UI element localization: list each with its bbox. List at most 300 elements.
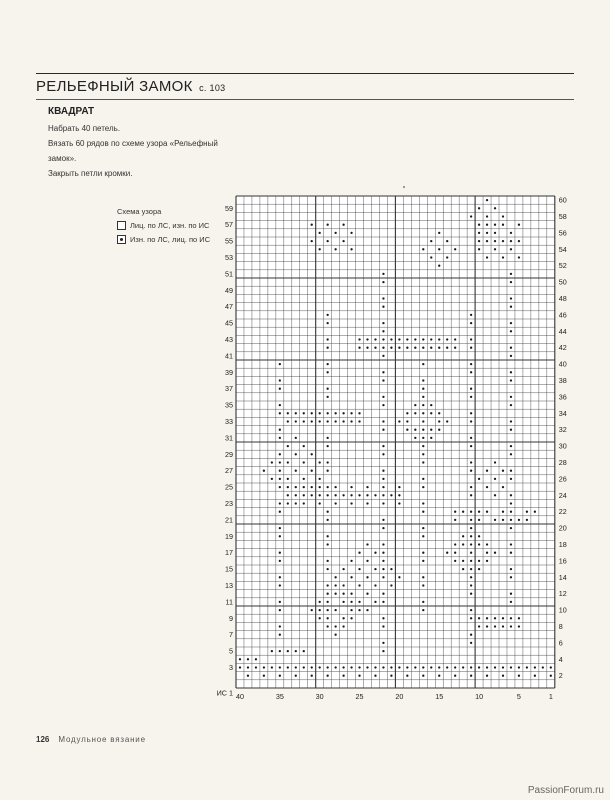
purl-stitch-dot (390, 584, 392, 586)
purl-stitch-dot (470, 642, 472, 644)
purl-stitch-dot (486, 215, 488, 217)
purl-stitch-dot (303, 666, 305, 668)
purl-stitch-dot (422, 584, 424, 586)
column-label: 1 (548, 692, 553, 701)
purl-stitch-dot (486, 675, 488, 677)
purl-stitch-dot (422, 379, 424, 381)
purl-stitch-dot (279, 363, 281, 365)
purl-stitch-dot (303, 445, 305, 447)
purl-stitch-dot (390, 347, 392, 349)
purl-stitch-dot (470, 371, 472, 373)
row-label-left: 3 (229, 663, 233, 672)
purl-stitch-dot (422, 502, 424, 504)
purl-stitch-dot (470, 420, 472, 422)
purl-stitch-dot (510, 281, 512, 283)
purl-stitch-dot (478, 535, 480, 537)
purl-stitch-dot (494, 240, 496, 242)
purl-stitch-dot (350, 601, 352, 603)
purl-stitch-dot (374, 552, 376, 554)
purl-stitch-dot (334, 593, 336, 595)
purl-stitch-dot (486, 470, 488, 472)
purl-stitch-dot (414, 412, 416, 414)
purl-stitch-dot (510, 478, 512, 480)
purl-stitch-dot (470, 568, 472, 570)
purl-stitch-dot (454, 543, 456, 545)
purl-stitch-dot (358, 568, 360, 570)
purl-stitch-dot (534, 511, 536, 513)
purl-stitch-dot (470, 396, 472, 398)
purl-stitch-dot (271, 478, 273, 480)
purl-stitch-dot (430, 412, 432, 414)
purl-stitch-dot (470, 675, 472, 677)
purl-stitch-dot (358, 666, 360, 668)
purl-stitch-dot (438, 666, 440, 668)
purl-stitch-dot (327, 363, 329, 365)
purl-stitch-dot (279, 379, 281, 381)
purl-stitch-dot (279, 502, 281, 504)
purl-stitch-dot (510, 593, 512, 595)
purl-stitch-dot (358, 675, 360, 677)
purl-stitch-dot (438, 347, 440, 349)
purl-stitch-dot (358, 584, 360, 586)
row-label-right: 4 (558, 654, 563, 664)
row-label-left: 23 (225, 499, 233, 508)
purl-stitch-dot (287, 666, 289, 668)
purl-stitch-dot (478, 240, 480, 242)
purl-stitch-dot (374, 568, 376, 570)
purl-stitch-dot (279, 388, 281, 390)
purl-stitch-dot (478, 560, 480, 562)
purl-stitch-dot (486, 552, 488, 554)
row-label-right: 14 (558, 572, 567, 582)
purl-stitch-dot (478, 543, 480, 545)
purl-stitch-dot (342, 240, 344, 242)
purl-stitch-dot (327, 593, 329, 595)
row-label-right: 46 (558, 310, 567, 320)
row-label-left: 13 (225, 581, 233, 590)
purl-stitch-dot (430, 240, 432, 242)
purl-stitch-dot (327, 601, 329, 603)
purl-stitch-dot (510, 273, 512, 275)
legend-title: Схема узора (117, 207, 162, 216)
purl-stitch-dot (446, 256, 448, 258)
purl-stitch-dot (295, 650, 297, 652)
purl-stitch-dot (295, 494, 297, 496)
purl-stitch-dot (350, 560, 352, 562)
purl-stitch-dot (422, 666, 424, 668)
purl-stitch-dot (366, 666, 368, 668)
purl-stitch-dot (382, 420, 384, 422)
purl-stitch-dot (422, 437, 424, 439)
purl-stitch-dot (279, 584, 281, 586)
instruction-line: Закрыть петли кромки. (48, 169, 133, 178)
purl-stitch-dot (494, 232, 496, 234)
purl-stitch-dot (327, 511, 329, 513)
purl-stitch-dot (478, 478, 480, 480)
purl-stitch-dot (327, 224, 329, 226)
purl-stitch-dot (334, 634, 336, 636)
purl-stitch-dot (279, 412, 281, 414)
purl-stitch-dot (350, 576, 352, 578)
purl-stitch-dot (510, 552, 512, 554)
purl-stitch-dot (486, 625, 488, 627)
purl-stitch-dot (478, 568, 480, 570)
purl-stitch-dot (311, 494, 313, 496)
row-label-right: 36 (558, 392, 567, 402)
purl-stitch-dot (263, 470, 265, 472)
page-number: 126 (36, 735, 50, 744)
purl-stitch-dot (406, 666, 408, 668)
purl-stitch-dot (438, 265, 440, 267)
row-label-left: 11 (225, 597, 233, 607)
row-label-left: 33 (225, 417, 233, 426)
purl-stitch-dot (502, 625, 504, 627)
purl-stitch-dot (494, 552, 496, 554)
purl-stitch-dot (327, 617, 329, 619)
purl-stitch-dot (350, 617, 352, 619)
purl-stitch-dot (470, 593, 472, 595)
row-label-left: 7 (229, 630, 233, 640)
purl-stitch-dot (239, 666, 241, 668)
row-label-left: 25 (225, 482, 233, 492)
purl-stitch-dot (502, 215, 504, 217)
purl-stitch-dot (366, 486, 368, 488)
purl-stitch-dot (414, 347, 416, 349)
purl-stitch-dot (510, 306, 512, 308)
row-label-left: 57 (225, 220, 233, 230)
purl-stitch-dot (366, 560, 368, 562)
purl-stitch-dot (295, 502, 297, 504)
purl-stitch-dot (382, 322, 384, 324)
purl-stitch-dot (358, 609, 360, 611)
purl-stitch-dot (406, 420, 408, 422)
row-label-left: 27 (225, 466, 233, 476)
purl-stitch-dot (271, 461, 273, 463)
purl-stitch-dot (239, 658, 241, 660)
instruction-line: Набрать 40 петель. (48, 124, 121, 133)
purl-stitch-dot (382, 396, 384, 398)
purl-stitch-dot (454, 560, 456, 562)
purl-stitch-dot (462, 560, 464, 562)
purl-stitch-dot (422, 675, 424, 677)
purl-stitch-dot (382, 494, 384, 496)
purl-stitch-dot (382, 666, 384, 668)
column-label: 20 (395, 692, 404, 701)
row-label-left-start: ИС 1 (216, 688, 233, 698)
purl-stitch-dot (510, 568, 512, 570)
purl-stitch-dot (390, 568, 392, 570)
purl-stitch-dot (510, 232, 512, 234)
purl-stitch-dot (470, 412, 472, 414)
purl-stitch-dot (303, 478, 305, 480)
purl-stitch-dot (510, 240, 512, 242)
purl-stitch-dot (319, 420, 321, 422)
purl-stitch-dot (454, 338, 456, 340)
purl-stitch-dot (311, 486, 313, 488)
purl-stitch-dot (279, 453, 281, 455)
purl-stitch-dot (502, 470, 504, 472)
purl-stitch-dot (350, 486, 352, 488)
purl-stitch-dot (454, 552, 456, 554)
purl-stitch-dot (374, 675, 376, 677)
purl-stitch-dot (319, 248, 321, 250)
purl-stitch-dot (422, 338, 424, 340)
purl-stitch-dot (398, 420, 400, 422)
purl-stitch-dot (470, 666, 472, 668)
purl-stitch-dot (295, 675, 297, 677)
row-label-right: 50 (558, 277, 567, 287)
purl-stitch-dot (327, 371, 329, 373)
purl-stitch-dot (382, 404, 384, 406)
purl-stitch-dot (398, 486, 400, 488)
purl-stitch-dot (279, 560, 281, 562)
purl-stitch-dot (311, 240, 313, 242)
purl-stitch-dot (510, 494, 512, 496)
column-label: 40 (235, 692, 244, 701)
purl-stitch-dot (358, 347, 360, 349)
purl-stitch-dot (478, 519, 480, 521)
purl-stitch-dot (470, 494, 472, 496)
purl-stitch-dot (295, 420, 297, 422)
purl-stitch-dot (295, 437, 297, 439)
purl-stitch-dot (342, 593, 344, 595)
purl-stitch-dot (414, 666, 416, 668)
purl-stitch-dot (366, 543, 368, 545)
purl-stitch-dot (422, 527, 424, 529)
purl-stitch-dot (303, 461, 305, 463)
purl-stitch-dot (518, 675, 520, 677)
column-label: 10 (475, 692, 484, 701)
purl-stitch-dot (486, 511, 488, 513)
purl-stitch-dot (438, 675, 440, 677)
purl-stitch-dot (319, 666, 321, 668)
purl-stitch-dot (470, 609, 472, 611)
purl-stitch-dot (478, 511, 480, 513)
purl-stitch-dot (382, 371, 384, 373)
purl-stitch-dot (510, 617, 512, 619)
purl-stitch-dot (350, 502, 352, 504)
purl-stitch-dot (271, 650, 273, 652)
purl-stitch-dot (510, 371, 512, 373)
purl-stitch-dot (350, 609, 352, 611)
purl-stitch-dot (398, 494, 400, 496)
purl-stitch-dot (470, 543, 472, 545)
purl-stitch-dot (486, 232, 488, 234)
purl-stitch-dot (342, 625, 344, 627)
purl-stitch-dot (486, 617, 488, 619)
purl-stitch-dot (502, 486, 504, 488)
purl-stitch-dot (398, 338, 400, 340)
purl-stitch-dot (502, 224, 504, 226)
row-label-left: 21 (225, 515, 233, 525)
purl-stitch-dot (382, 347, 384, 349)
purl-stitch-dot (327, 314, 329, 316)
purl-stitch-dot (494, 207, 496, 209)
purl-stitch-dot (350, 593, 352, 595)
purl-stitch-dot (287, 461, 289, 463)
purl-stitch-dot (382, 568, 384, 570)
purl-stitch-dot (494, 224, 496, 226)
column-label: 25 (355, 692, 364, 701)
purl-stitch-dot (382, 470, 384, 472)
purl-stitch-dot (486, 256, 488, 258)
purl-stitch-dot (382, 330, 384, 332)
purl-stitch-dot (382, 338, 384, 340)
purl-stitch-dot (470, 322, 472, 324)
purl-stitch-dot (311, 675, 313, 677)
row-label-right: 10 (558, 605, 567, 615)
purl-stitch-dot (382, 502, 384, 504)
purl-stitch-dot (470, 634, 472, 636)
purl-stitch-dot (358, 552, 360, 554)
row-label-right: 12 (558, 589, 567, 599)
purl-stitch-dot (327, 322, 329, 324)
row-label-left: 17 (225, 548, 233, 558)
row-label-right: 26 (558, 474, 567, 484)
purl-stitch-dot (470, 535, 472, 537)
purl-stitch-dot (295, 453, 297, 455)
purl-stitch-dot (366, 494, 368, 496)
purl-stitch-dot (279, 404, 281, 406)
row-label-right: 30 (558, 441, 567, 451)
purl-stitch-dot (327, 486, 329, 488)
section-title: КВАДРАТ (48, 106, 95, 117)
purl-stitch-dot (279, 666, 281, 668)
purl-stitch-dot (334, 412, 336, 414)
purl-stitch-dot (478, 617, 480, 619)
book-title: Модульное вязание (58, 735, 146, 744)
purl-stitch-dot (327, 388, 329, 390)
purl-stitch-dot (327, 396, 329, 398)
purl-stitch-dot (366, 338, 368, 340)
purl-stitch-dot (358, 601, 360, 603)
purl-stitch-dot (311, 470, 313, 472)
purl-stitch-dot (334, 609, 336, 611)
purl-stitch-dot (462, 535, 464, 537)
purl-stitch-dot (382, 560, 384, 562)
purl-stitch-dot (350, 494, 352, 496)
purl-stitch-dot (263, 675, 265, 677)
purl-stitch-dot (350, 248, 352, 250)
purl-stitch-dot (414, 437, 416, 439)
row-label-left: 35 (225, 400, 233, 410)
purl-stitch-dot (446, 338, 448, 340)
purl-stitch-dot (358, 412, 360, 414)
purl-stitch-dot (518, 256, 520, 258)
purl-stitch-dot (382, 486, 384, 488)
purl-stitch-dot (470, 527, 472, 529)
purl-stitch-dot (303, 502, 305, 504)
purl-stitch-dot (311, 453, 313, 455)
purl-stitch-dot (334, 576, 336, 578)
row-label-left: 9 (229, 613, 233, 623)
purl-stitch-dot (350, 666, 352, 668)
column-label: 30 (315, 692, 324, 701)
purl-stitch-dot (327, 543, 329, 545)
purl-stitch-dot (454, 511, 456, 513)
purl-stitch-dot (422, 347, 424, 349)
page-reference: с. 103 (199, 83, 226, 93)
purl-stitch-dot (470, 338, 472, 340)
purl-stitch-dot (295, 666, 297, 668)
purl-stitch-dot (327, 470, 329, 472)
purl-stitch-dot (287, 486, 289, 488)
purl-stitch-dot (422, 420, 424, 422)
instruction-line: замок». (48, 154, 77, 163)
purl-stitch-dot (510, 355, 512, 357)
purl-stitch-dot (382, 593, 384, 595)
purl-stitch-dot (534, 675, 536, 677)
purl-stitch-dot (494, 494, 496, 496)
row-label-right: 18 (558, 540, 567, 549)
row-label-right: 6 (558, 638, 563, 648)
purl-stitch-dot (502, 240, 504, 242)
purl-stitch-dot (494, 625, 496, 627)
purl-stitch-dot (382, 306, 384, 308)
row-label-left: 5 (229, 646, 233, 656)
purl-stitch-dot (414, 404, 416, 406)
purl-stitch-dot (446, 347, 448, 349)
row-label-left: 47 (225, 302, 233, 312)
purl-stitch-dot (342, 494, 344, 496)
purl-stitch-dot (478, 207, 480, 209)
purl-stitch-dot (470, 445, 472, 447)
row-label-left: 29 (225, 449, 233, 459)
purl-stitch-dot (334, 502, 336, 504)
purl-stitch-dot (470, 576, 472, 578)
purl-stitch-dot (303, 650, 305, 652)
purl-stitch-dot (247, 658, 249, 660)
purl-stitch-dot (430, 429, 432, 431)
purl-stitch-dot (279, 486, 281, 488)
purl-stitch-dot (279, 609, 281, 611)
purl-stitch-dot (374, 347, 376, 349)
purl-stitch-dot (311, 412, 313, 414)
purl-stitch-dot (398, 502, 400, 504)
purl-stitch-dot (422, 412, 424, 414)
title-text: РЕЛЬЕФНЫЙ ЗАМОК (36, 78, 193, 95)
row-label-right: 56 (558, 228, 567, 238)
purl-stitch-dot (422, 552, 424, 554)
purl-stitch-dot (382, 650, 384, 652)
purl-stitch-dot (327, 560, 329, 562)
purl-stitch-dot (247, 675, 249, 677)
purl-stitch-dot (518, 666, 520, 668)
purl-stitch-dot (446, 666, 448, 668)
purl-stitch-dot (327, 535, 329, 537)
purl-stitch-dot (287, 420, 289, 422)
purl-stitch-dot (470, 347, 472, 349)
row-label-right: 20 (558, 523, 567, 533)
purl-stitch-dot (374, 584, 376, 586)
purl-stitch-dot (422, 453, 424, 455)
purl-stitch-dot (358, 420, 360, 422)
purl-stitch-dot (430, 437, 432, 439)
purl-stitch-dot (414, 429, 416, 431)
purl-stitch-dot (430, 338, 432, 340)
purl-stitch-dot (374, 666, 376, 668)
column-label: 35 (275, 692, 284, 701)
row-label-right: 2 (558, 671, 563, 681)
purl-stitch-dot (334, 248, 336, 250)
purl-stitch-dot (263, 666, 265, 668)
purl-stitch-dot (470, 552, 472, 554)
purl-stitch-dot (327, 494, 329, 496)
purl-stitch-dot (510, 601, 512, 603)
purl-stitch-dot (486, 560, 488, 562)
purl-stitch-dot (462, 543, 464, 545)
purl-stitch-dot (502, 519, 504, 521)
